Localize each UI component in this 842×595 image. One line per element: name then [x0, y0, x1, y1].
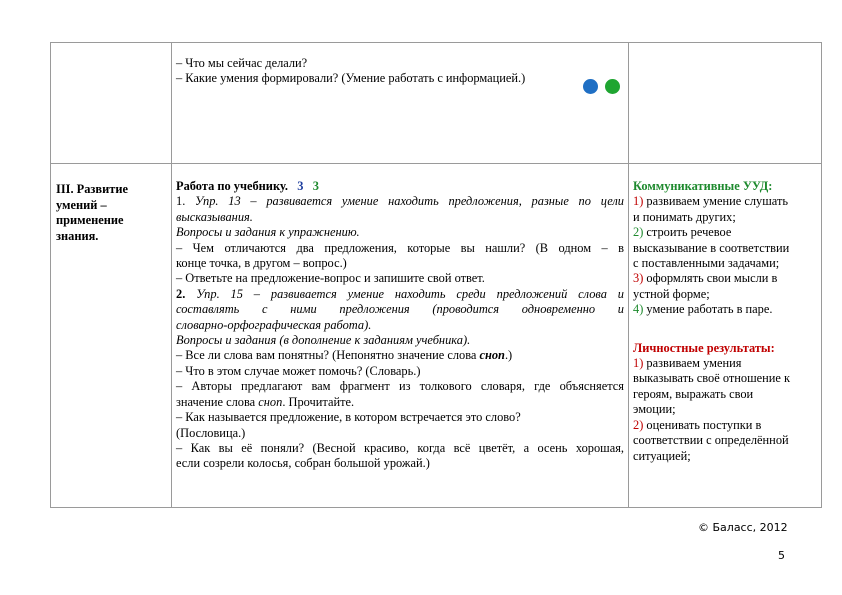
green-circle-icon [605, 79, 620, 94]
blue-circle-icon [583, 79, 598, 94]
row-divider [51, 163, 821, 164]
communicative-heading: Коммуникативные УУД: [633, 179, 773, 193]
list-item: 1) развиваем умение слушать [633, 194, 789, 209]
list-item: 1) развиваем умения [633, 356, 742, 371]
exercise-15: 2. Упр. 15 – развивается умение находить среди предложений слова и [176, 286, 624, 301]
page-number: 5 [778, 549, 785, 562]
spacer [633, 318, 819, 341]
outcomes-column: Коммуникативные УУД: 1) развиваем умение слушать и понимать других; 2) строить речевое высказывание в соответствии с поставленными задачами; 3) оформлять свои мысли в устной форме; 4) умение работать в паре. Личностные результаты: 1) развиваем умения выказывать своё отношение к героям, выражать свои эмоции; 2) оценивать поступки в соответствии с определённой ситуацией; [633, 179, 819, 464]
personal-heading: Личностные результаты: [633, 340, 775, 355]
textbook-work: Работа по учебнику. 3 3 1. Упр. 13 – развивается умение находить предложения, разные по цели высказывания. Вопросы и задания к упражнению. – Чем отличаются два предложения, которые вы нашли? (В одном – в конце точка, в другом – вопрос.) – Ответьте на предложение-вопрос и запишите свой ответ. 2. Упр. 15 – развивается умение находить среди предложений слова и составлять с ними предложения (проводится одновременно и словарно-орфографическая работа). Вопросы и задания (в дополнение к заданиям учебника). – Все ли слова вам понятны? (Непонятно значение слова сноп.) – Что в этом случае может помочь? (Словарь.) – Авторы предлагают вам фрагмент из толкового словаря, где объясняется значение слова сноп. Прочитайте. – Как называется предложение, в котором встречается это слово? (Пословица.) – Как вы её поняли? (Весной красиво, когда всё цветёт, а осень хорошая, если созрели колосья, собран большой урожай.) [176, 179, 624, 471]
column-divider [628, 43, 629, 507]
list-item: 2) строить речевое [633, 225, 732, 240]
work-heading: Работа по учебнику. 3 3 [176, 179, 319, 193]
tasks-label: Вопросы и задания к упражнению. [176, 225, 360, 240]
column-divider [171, 43, 172, 507]
top-row-text [176, 56, 525, 87]
question-line: – Что мы сейчас делали? [176, 56, 308, 70]
list-item: 3) оформлять свои мысли в [633, 271, 778, 286]
copyright: © Баласс, 2012 [698, 521, 788, 534]
section-title: III. Развитие умений – применение знания. [56, 182, 128, 243]
list-item: 2) оценивать поступки в [633, 417, 762, 432]
tasks-label: Вопросы и задания (в дополнение к заданиям учебника). [176, 333, 471, 348]
question-line: – Какие умения формировали? (Умение работать с информацией.) [176, 71, 526, 86]
exercise-13: 1. Упр. 13 – развивается умение находить предложения, разные по цели [176, 194, 624, 209]
list-item: 4) умение работать в паре. [633, 302, 773, 317]
